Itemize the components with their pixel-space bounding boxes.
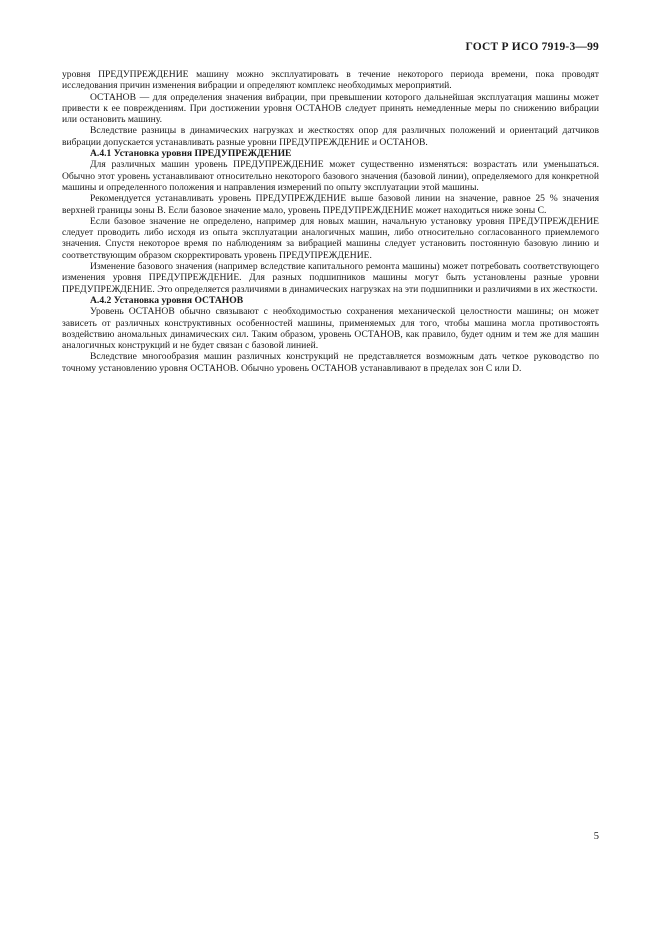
paragraph-baseline-undefined: Если базовое значение не определено, например для новых машин, начальную установку уровня ПРЕДУПРЕЖДЕНИЕ следует проводить либо исходя из опыта эксплуатации аналогичных машин, либо относительно согласованного приемлемого значения. Спустя некоторое время по наблюдениям за вибрацией машины следует установить постоянную базовую линию и соответствующим образом скорректировать уровень ПРЕДУПРЕЖДЕНИЕ. <box>62 215 599 261</box>
document-id: ГОСТ Р ИСО 7919-3—99 <box>465 41 599 53</box>
paragraph-warning-level-varies: Для различных машин уровень ПРЕДУПРЕЖДЕНИЕ может существенно изменяться: возрастать или уменьшаться. Обычно этот уровень устанавливают относительно некоторого базового значения (базовой линии), определяемого для конкретной машины и определенного положения и направления измерений по опыту эксплуатации этой машины. <box>62 159 599 193</box>
section-heading-a42: А.4.2 Установка уровня ОСТАНОВ <box>90 294 244 306</box>
paragraph-stop-level-zones: Вследствие многообразия машин различных конструкций не представляется возможным дать четкое руководство по точному установлению уровня ОСТАНОВ. Обычно уровень ОСТАНОВ устанавливают в пределах зон С или D. <box>62 351 599 374</box>
paragraph-baseline-change: Изменение базового значения (например вследствие капитального ремонта машины) может потребовать соответствующего изменения уровня ПРЕДУПРЕЖДЕНИЕ. Для разных подшипников машины могут быть установлены разные уровни ПРЕДУПРЕЖДЕНИЕ. Это определяется различиями в динамических нагрузках на эти подшипники и различиями в их жесткости. <box>62 261 599 295</box>
paragraph-sensor-differences: Вследствие разницы в динамических нагрузках и жесткостях опор для различных положений и ориентаций датчиков вибрации допускается устанавливать разные уровни ПРЕДУПРЕЖДЕНИЕ и ОСТАНОВ. <box>62 125 599 148</box>
paragraph-stop-level-integrity: Уровень ОСТАНОВ обычно связывают с необходимостью сохранения механической целостности машины; он может зависеть от различных конструктивных особенностей машины, применяемых для того, чтобы машина могла противостоять воздействию аномальных динамических сил. Таким образом, уровень ОСТАНОВ, как правило, будет одним и тем же для машин аналогичных конструкций и не будет связан с базовой линией. <box>62 306 599 352</box>
page-number: 5 <box>593 831 599 842</box>
document-header <box>465 41 599 53</box>
document-body <box>62 69 599 374</box>
paragraph-warning-continuation: уровня ПРЕДУПРЕЖДЕНИЕ машину можно эксплуатировать в течение некоторого периода времени, пока проводят исследования причин изменения вибрации и определяют комплекс необходимых мероприятий. <box>62 69 599 92</box>
section-heading-a41: А.4.1 Установка уровня ПРЕДУПРЕЖДЕНИЕ <box>90 148 292 160</box>
paragraph-stop-definition: ОСТАНОВ — для определения значения вибрации, при превышении которого дальнейшая эксплуатация машины может привести к ее повреждениям. При достижении уровня ОСТАНОВ следует принять немедленные меры по снижению вибрации или остановить машину. <box>62 91 599 126</box>
paragraph-warning-recommendation: Рекомендуется устанавливать уровень ПРЕДУПРЕЖДЕНИЕ выше базовой линии на значение, равное 25 % значения верхней границы зоны В. Если базовое значение мало, уровень ПРЕДУПРЕЖДЕНИЕ может находиться ниже зоны С. <box>62 193 599 216</box>
